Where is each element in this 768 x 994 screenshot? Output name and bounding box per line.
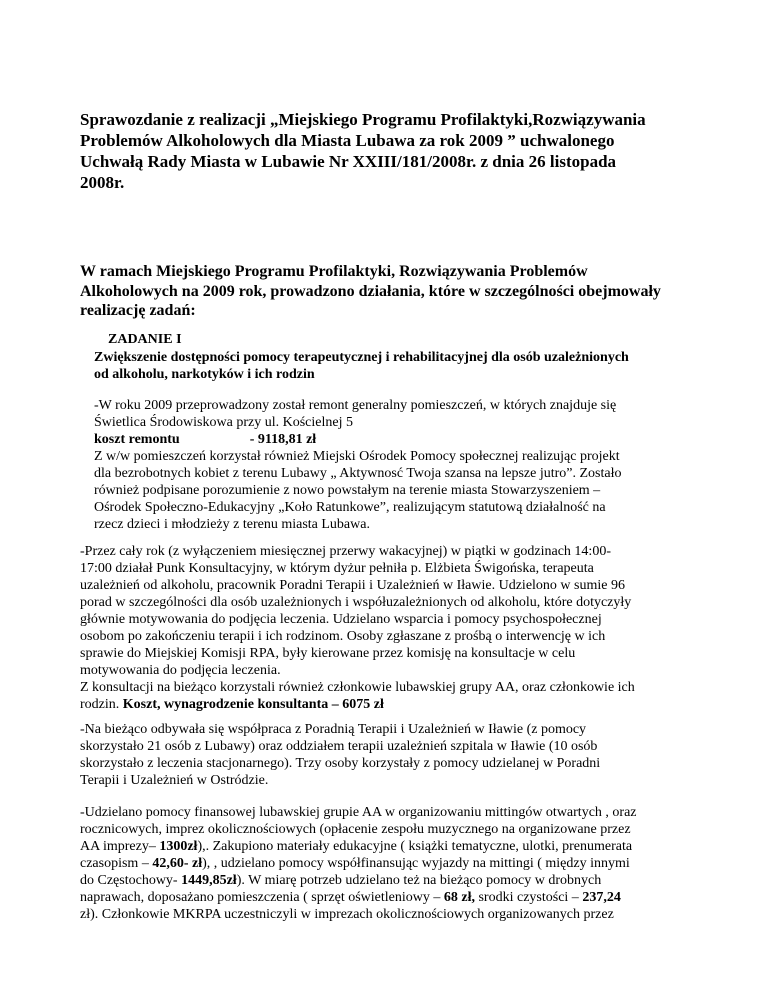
aa-text-3: ), , udzielano pomocy współfinansując wyjazdy na mittingi ( między innymi do Częstochowy-	[80, 856, 630, 888]
premises-usage-paragraph: Z w/w pomieszczeń korzystał również Miejski Ośrodek Pomocy społecznej realizując projekt dla bezrobotnych kobiet z terenu Lubawy „ Aktywnosć Twoja szansa na lepsze jutro”. Zostało również podpisane porozumienie z nowo powstałym na terenie miasta Stowarzyszeniem – Ośrodek Społeczno-Edukacyjny „Koło Ratunkowe”, realizującym statutową działalność na rzecz dzieci i młodzieży z terenu miasta Lubawa.	[94, 449, 622, 532]
task-heading: ZADANIE I	[108, 332, 182, 347]
aa-text-4: ). W miarę potrzeb udzielano też na bieżąco pomocy w drobnych naprawach, doposażano pomieszczenia ( sprzęt oświetleniowy –	[80, 873, 602, 905]
aa-text-1: -Udzielano pomocy finansowej lubawskiej grupie AA w organizowaniu mittingów otwartych , oraz rocznicowych, imprez okolicznościowych (opłacenie zespołu muzycznego na organizowane przez AA imprezy–	[80, 805, 637, 854]
renovation-paragraph: -W roku 2009 przeprowadzony został remont generalny pomieszczeń, w których znajduje się Świetlica Środowiskowa przy ul. Kościelnej 5	[94, 398, 617, 430]
aa-text-2: ),. Zakupiono materiały edukacyjne ( książki tematyczne, ulotki, prenumerata czasopism –	[80, 839, 633, 871]
consultation-paragraph: -Przez cały rok (z wyłączeniem miesięcznej przerwy wakacyjnej) w piątki w godzinach 14:00- 17:00 działał Punk Konsultacyjny, w którym dyżur pełniła p. Elżbieta Świgońska, terapeuta uzależnień od alkoholu, pracownik Poradni Terapii i Uzależnień w Iławie. Udzielono w sumie 96 porad w szczególności dla osób uzależnionych i współuzależnionych od alkoholu, które dotyczyły głównie motywowania do podjęcia leczenia. Udzielano wsparcia i pomocy psychospołecznej osobom po zakończeniu terapii i ich rodzinom. Osoby zgłaszane z prośbą o interwencję w ich sprawie do Miejskiej Komisji RPA, były kierowane przez komisję na konsultacje w celu motywowania do podjęcia leczenia. Z konsultacji na bieżąco korzystali również członkowie lubawskiej grupy AA, oraz członkowie ich rodzin.	[80, 544, 635, 712]
cooperation-paragraph: -Na bieżąco odbywała się współpraca z Poradnią Terapii i Uzależnień w Iławie (z pomocy skorzystało 21 osób z Lubawy) oraz oddziałem terapii uzależnień szpitala w Iławie (10 osób skorzystało z leczenia stacjonarnego). Trzy osoby korzystały z pomocy udzielanej w Poradni Terapii i Uzależnień w Ostródzie.	[80, 722, 601, 788]
task-description: Zwiększenie dostępności pomocy terapeutycznej i rehabilitacyjnej dla osób uzależnionych od alkoholu, narkotyków i ich rodzin	[94, 350, 629, 382]
aa-amount-1: 1300zł	[159, 839, 198, 854]
aa-text-5: srodki czystości –	[474, 890, 583, 905]
renovation-cost-row	[94, 431, 754, 448]
intro-paragraph: W ramach Miejskiego Programu Profilaktyki, Rozwiązywania Problemów Alkoholowych na 2009 rok, prowadzono działania, które w szczególności obejmowały realizację zadań:	[80, 263, 661, 319]
aa-amount-3: 1449,85zł	[181, 873, 237, 888]
aa-amount-4: 68 zł,	[443, 890, 475, 905]
aa-text-6: zł). Członkowie MKRPA uczestniczyli w imprezach okolicznościowych organizowanych przez	[80, 907, 614, 922]
aa-amount-5: 237,24	[582, 890, 621, 905]
renovation-cost-label: koszt remontu	[94, 432, 180, 447]
consultation-section	[80, 543, 760, 713]
renovation-cost-value: - 9118,81 zł	[249, 432, 317, 447]
aa-amount-2: 42,60- zł	[152, 856, 203, 871]
consultant-cost: Koszt, wynagrodzenie konsultanta – 6075 zł	[122, 697, 384, 712]
renovation-section	[94, 397, 754, 533]
report-title: Sprawozdanie z realizacji „Miejskiego Programu Profilaktyki,Rozwiązywania Problemów Alkoholowych dla Miasta Lubawa za rok 2009 ” uchwalonego Uchwałą Rady Miasta w Lubawie Nr XXIII/181/2008r. z dnia 26 listopada 2008r.	[80, 110, 646, 192]
aa-support-paragraph	[80, 804, 760, 923]
